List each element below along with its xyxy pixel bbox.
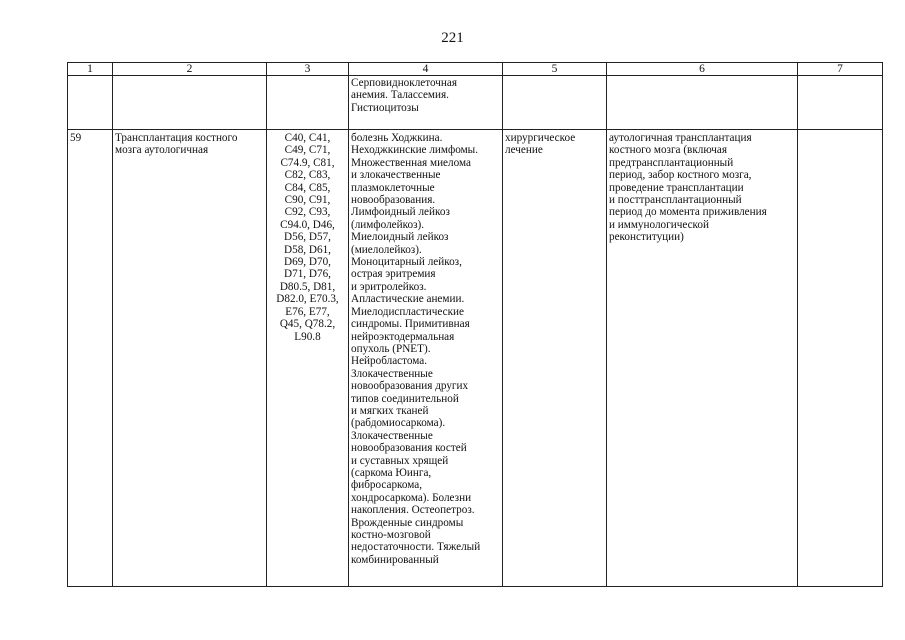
text-line: D58, D61, — [284, 243, 331, 256]
text-line: D80.5, D81, — [279, 280, 336, 293]
text-line: и посттрансплантационный — [609, 194, 742, 207]
text-line: синдромы. Примитивная — [351, 318, 470, 331]
text-line: аутологичная трансплантация — [609, 132, 752, 144]
text-line: накопления. Остеопетроз. — [351, 504, 475, 517]
text-line: плазмоклеточные — [351, 181, 435, 194]
text-line: период, забор костного мозга, — [609, 169, 752, 182]
text-line: Лимфоидный лейкоз — [351, 206, 450, 219]
column-header-6: 6 — [607, 63, 798, 76]
text-line: Апластические анемии. — [351, 293, 465, 306]
text-line: C40, C41, — [284, 132, 331, 144]
diagnoses-list — [349, 130, 503, 587]
text-line: и мягких тканей — [351, 404, 429, 417]
text-line: D56, D57, — [284, 231, 331, 244]
row1-col3 — [267, 76, 349, 130]
table-row — [68, 130, 883, 587]
icd-codes — [267, 130, 349, 587]
text-line: (рабдомиосаркома). — [351, 417, 446, 430]
text-line: хирургическое — [505, 132, 576, 144]
text-line: Серповидноклеточная — [351, 77, 458, 89]
text-line: болезнь Ходжкина. — [351, 132, 443, 144]
text-line: D82.0, E70.3, — [276, 293, 339, 306]
text-line: лечение — [505, 144, 543, 157]
column-header-7: 7 — [798, 63, 883, 76]
text-line: Злокачественные — [351, 367, 433, 380]
row1-col2 — [113, 76, 267, 130]
row1-col5 — [503, 76, 607, 130]
row-number: 59 — [68, 130, 113, 587]
procedure-name — [113, 130, 267, 587]
text-line: L90.8 — [294, 330, 321, 343]
column-header-3: 3 — [267, 63, 349, 76]
medical-procedures-table — [67, 62, 883, 587]
text-line: костно-мозговой — [351, 529, 431, 541]
text-line: Миелоидный лейкоз — [351, 231, 449, 244]
row1-col7 — [798, 76, 883, 130]
text-line: проведение трансплантации — [609, 181, 744, 194]
text-line: (миелолейкоз). — [351, 243, 422, 256]
row1-col1 — [68, 76, 113, 130]
text-line: период до момента приживления — [609, 206, 767, 219]
text-line: фибросаркома, — [351, 479, 423, 492]
row2-col7 — [798, 130, 883, 587]
text-line: предтрансплантационный — [609, 156, 734, 169]
text-line: Гистиоцитозы — [351, 101, 419, 114]
text-line: новообразования костей — [351, 442, 467, 455]
text-line: C94.0, D46, — [280, 218, 335, 231]
text-line: C49, C71, — [284, 144, 331, 157]
column-header-1: 1 — [68, 63, 113, 76]
text-line: и иммунологической — [609, 218, 709, 231]
treatment-type — [503, 130, 607, 587]
text-line: Трансплантация костного — [115, 132, 238, 144]
text-line: типов соединительной — [351, 392, 459, 405]
text-line: мозга аутологичная — [115, 144, 209, 157]
text-line: D71, D76, — [284, 268, 331, 281]
text-line: и суставных хрящей — [351, 454, 449, 467]
table-row — [68, 76, 883, 130]
text-line: Врожденные синдромы — [351, 516, 464, 529]
row1-col6 — [607, 76, 798, 130]
text-line: Множественная миелома — [351, 156, 471, 169]
text-line: C84, C85, — [284, 181, 331, 194]
text-line: новообразования других — [351, 380, 469, 393]
text-line: реконституции) — [609, 231, 684, 244]
text-line: E76, E77, — [285, 305, 330, 318]
text-line: костного мозга (включая — [609, 144, 728, 157]
column-header-2: 2 — [113, 63, 267, 76]
text-line: Моноцитарный лейкоз, — [351, 256, 462, 269]
text-line: D69, D70, — [284, 256, 331, 269]
text-line: Нейробластома. — [351, 355, 428, 368]
text-line: C82, C83, — [284, 169, 331, 182]
text-line: анемия. Талассемия. — [351, 89, 449, 102]
text-line: Неходжкинские лимфомы. — [351, 144, 478, 157]
text-line: и злокачественные — [351, 169, 441, 182]
text-line: и эритролейкоз. — [351, 280, 427, 293]
text-line: недостаточности. Тяжелый — [351, 541, 481, 554]
text-line: опухоль (PNET). — [351, 342, 431, 355]
text-line: C74.9, C81, — [280, 156, 335, 169]
text-line: нейроэктодермальная — [351, 330, 455, 343]
page-number: 221 — [441, 30, 464, 46]
text-line: комбинированный — [351, 553, 439, 566]
text-line: C92, C93, — [284, 206, 331, 219]
text-line: хондросаркома). Болезни — [351, 491, 472, 504]
text-line: Злокачественные — [351, 429, 433, 442]
text-line: острая эритремия — [351, 268, 436, 281]
text-line: Миелодиспластические — [351, 305, 465, 318]
table-header-row — [68, 63, 883, 76]
row1-diagnoses — [349, 76, 503, 130]
column-header-4: 4 — [349, 63, 503, 76]
column-header-5: 5 — [503, 63, 607, 76]
text-line: (лимфолейкоз). — [351, 218, 425, 231]
treatment-method — [607, 130, 798, 587]
text-line: Q45, Q78.2, — [279, 318, 336, 331]
text-line: (саркома Юинга, — [351, 466, 432, 479]
text-line: C90, C91, — [284, 194, 331, 207]
text-line: новообразования. — [351, 194, 436, 207]
